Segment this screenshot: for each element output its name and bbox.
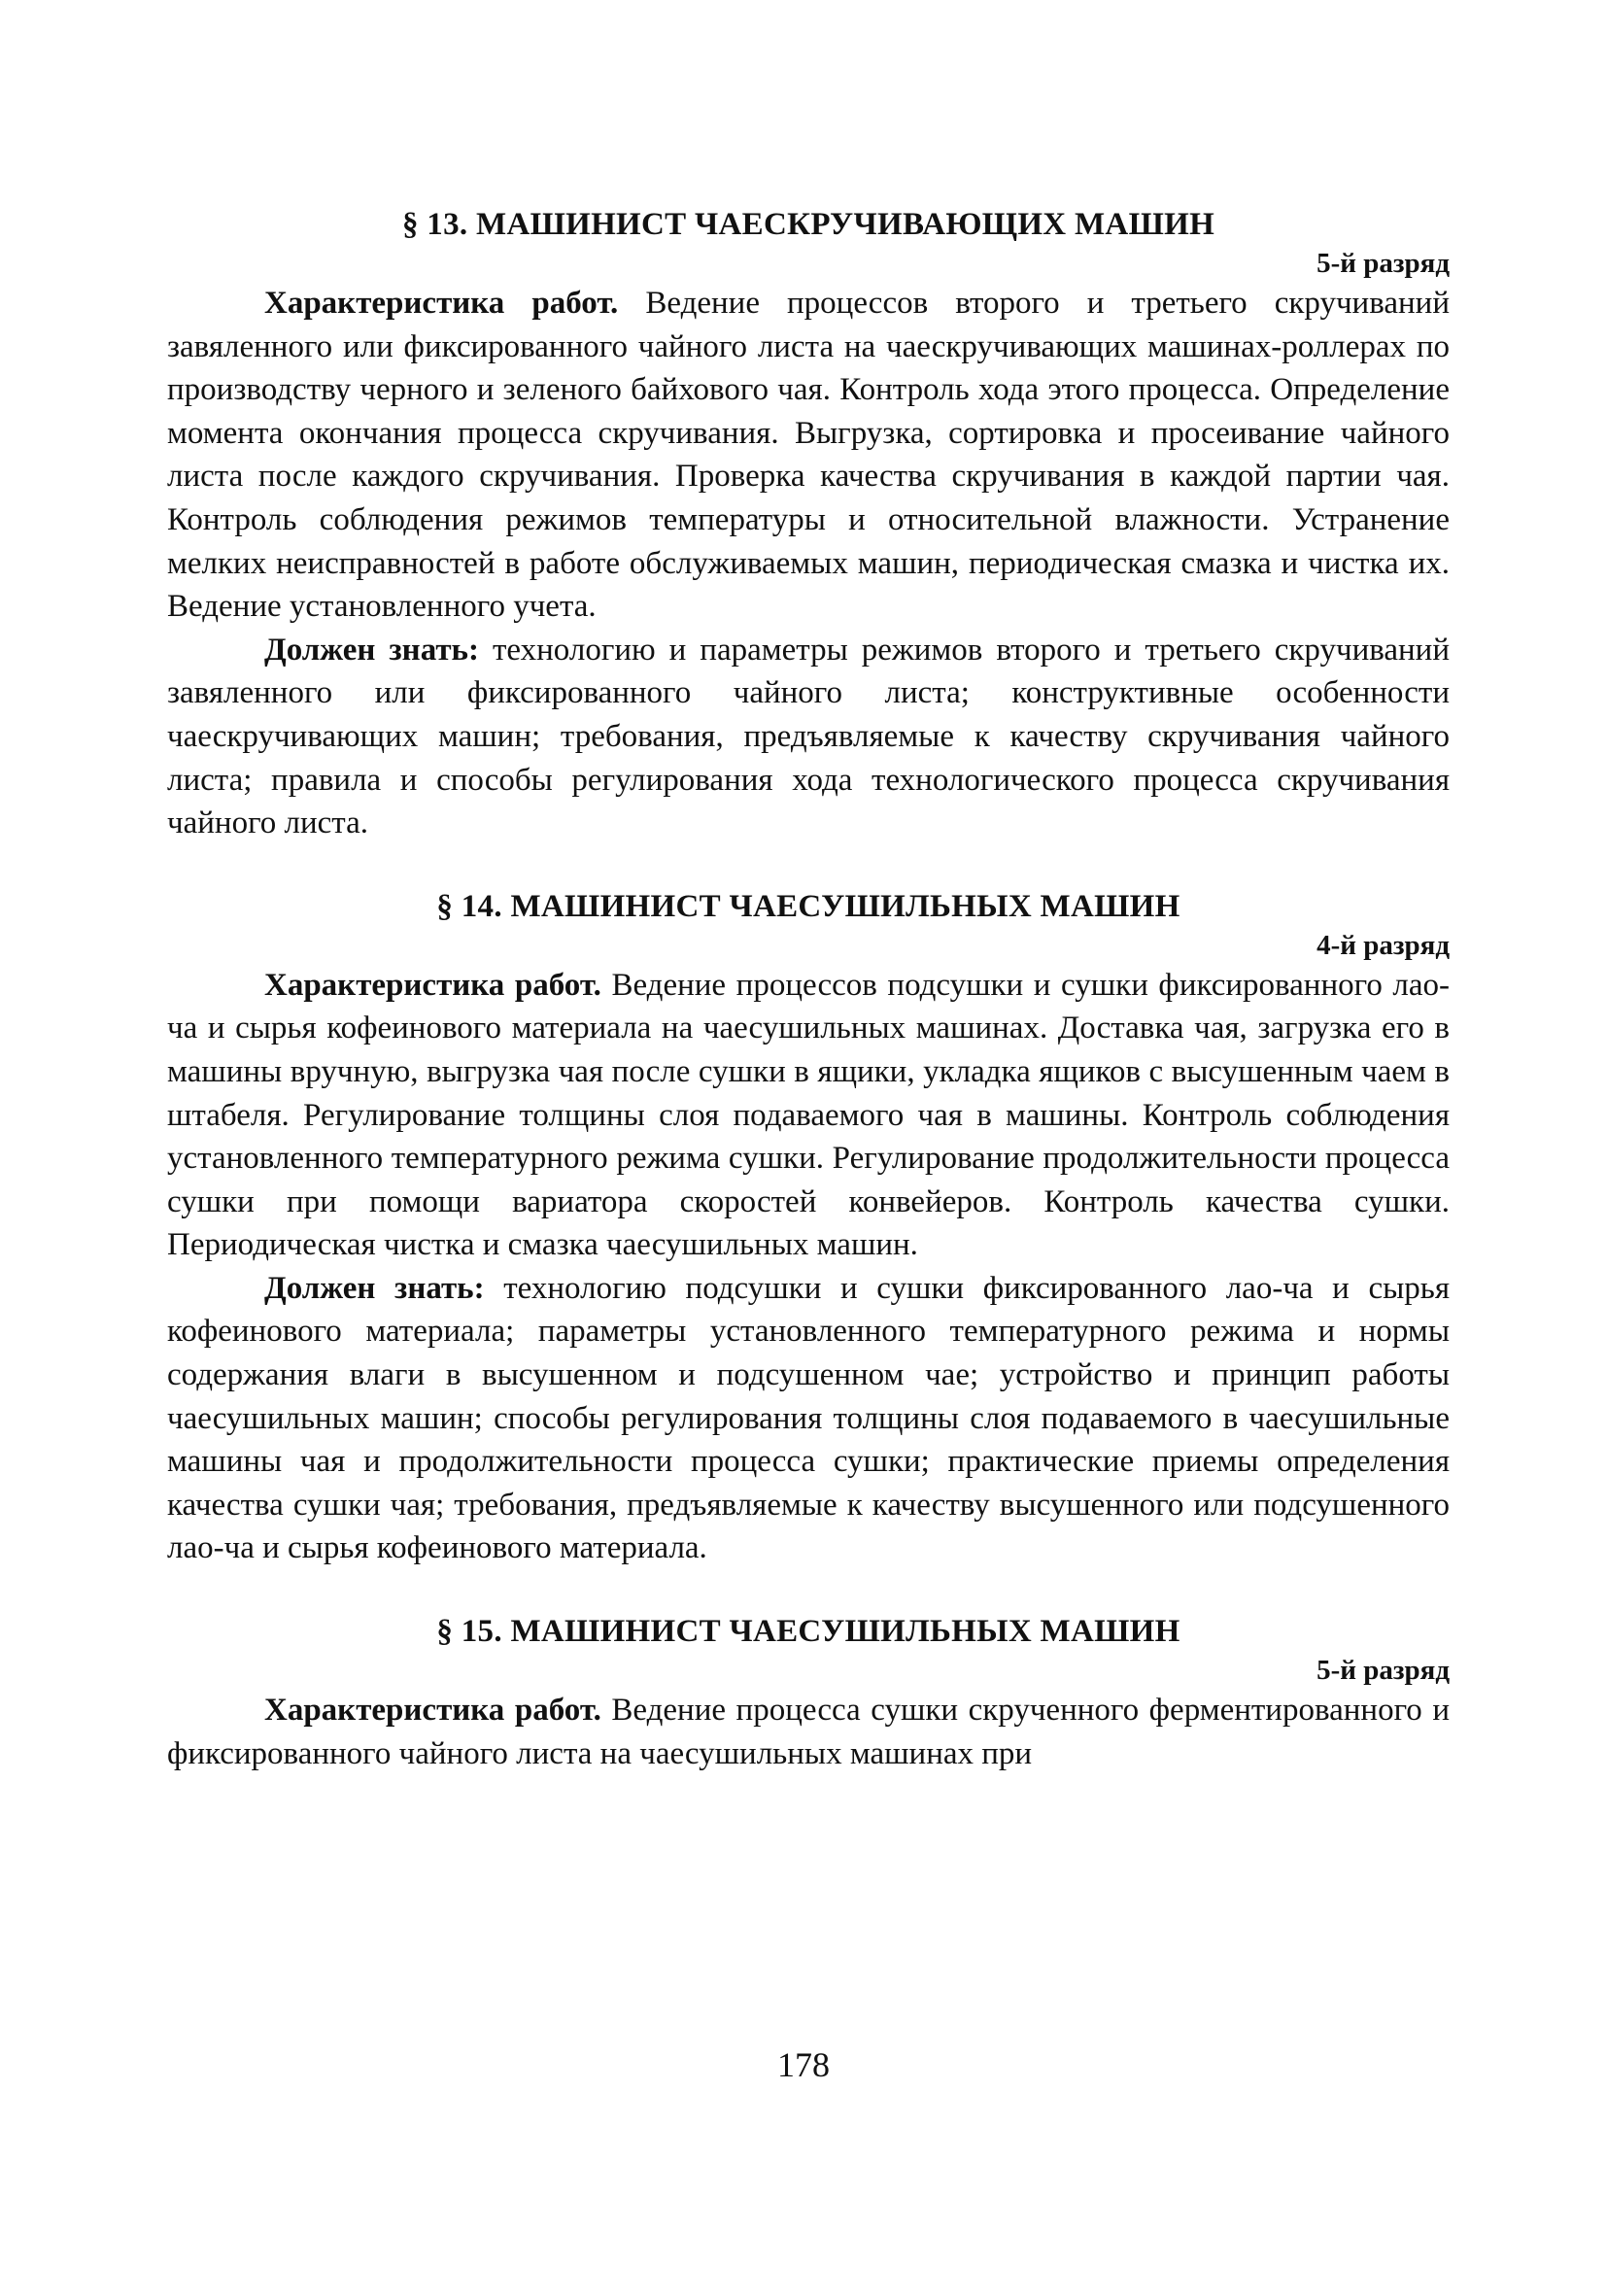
section-title: § 15. МАШИНИСТ ЧАЕСУШИЛЬНЫХ МАШИН	[436, 1614, 1180, 1650]
required-knowledge-label: Должен знать:	[264, 1270, 485, 1306]
grade-label: 5-й разряд	[1316, 248, 1450, 279]
required-knowledge-text: технологию подсушки и сушки фиксированного лао-ча и сырья кофеинового материала; параметры установленного температурного режима и нормы содержания влаги в высушенном и подсушенном чае; устройство и принцип работы чаесушильных машин; способы регулирования толщины слоя подаваемого в чаесушильные машины чая и продолжительности процесса сушки; практические приемы определения качества сушки чая; требования, предъявляемые к качеству высушенного или подсушенного лао-ча и сырья кофеинового материала.	[167, 1270, 1451, 1566]
required-knowledge-label: Должен знать:	[264, 632, 479, 668]
work-characteristics-paragraph	[167, 964, 1450, 1267]
work-characteristics-label: Характеристика работ.	[264, 286, 619, 321]
section-title: § 13. МАШИНИСТ ЧАЕСКРУЧИВАЮЩИХ МАШИН	[401, 207, 1215, 242]
work-characteristics-text: Ведение процессов второго и третьего скручиваний завяленного или фиксированного чайного листа на чаескручивающих машинах-роллерах по производству черного и зеленого байхового чая. Контроль хода этого процесса. Определение момента окончания процесса скручивания. Выгрузка, сортировка и просеивание чайного листа после каждого скручивания. Проверка качества скручивания в каждой партии чая. Контроль соблюдения режимов температуры и относительной влажности. Устранение мелких неисправностей в работе обслуживаемых машин, периодическая смазка и чистка их. Ведение установленного учета.	[167, 286, 1450, 625]
work-characteristics-paragraph	[167, 282, 1450, 629]
work-characteristics-text: Ведение процесса сушки скрученного ферментированного и фиксированного чайного листа на чаесушильных машинах при	[167, 1693, 1450, 1771]
section-title: § 14. МАШИНИСТ ЧАЕСУШИЛЬНЫХ МАШИН	[436, 888, 1180, 924]
page-content	[167, 204, 1450, 1775]
required-knowledge-paragraph	[167, 629, 1450, 845]
work-characteristics-paragraph	[167, 1689, 1450, 1775]
work-characteristics-label: Характеристика работ.	[264, 1693, 601, 1729]
section-13	[167, 204, 1450, 845]
page-number: 178	[777, 2045, 830, 2084]
grade-label: 4-й разряд	[1316, 929, 1450, 961]
required-knowledge-text: технологию и параметры режимов второго и третьего скручиваний завяленного или фиксированного чайного листа; конструктивные особенности чаескручивающих машин; требования, предъявляемые к качеству скручивания чайного листа; правила и способы регулирования хода технологического процесса скручивания чайного листа.	[167, 632, 1450, 841]
work-characteristics-label: Характеристика работ.	[264, 967, 601, 1003]
section-15	[167, 1611, 1450, 1775]
work-characteristics-text: Ведение процессов подсушки и сушки фиксированного лао-ча и сырья кофеинового материала на чаесушильных машинах. Доставка чая, загрузка его в машины вручную, выгрузка чая после сушки в ящики, укладка ящиков с высушенным чаем в штабеля. Регулирование толщины слоя подаваемого чая в машины. Контроль соблюдения установленного температурного режима сушки. Регулирование продолжительности процесса сушки при помощи вариатора скоростей конвейеров. Контроль качества сушки. Периодическая чистка и смазка чаесушильных машин.	[167, 967, 1451, 1263]
required-knowledge-paragraph	[167, 1267, 1450, 1570]
section-14	[167, 886, 1450, 1570]
grade-label: 5-й разряд	[1316, 1655, 1450, 1687]
